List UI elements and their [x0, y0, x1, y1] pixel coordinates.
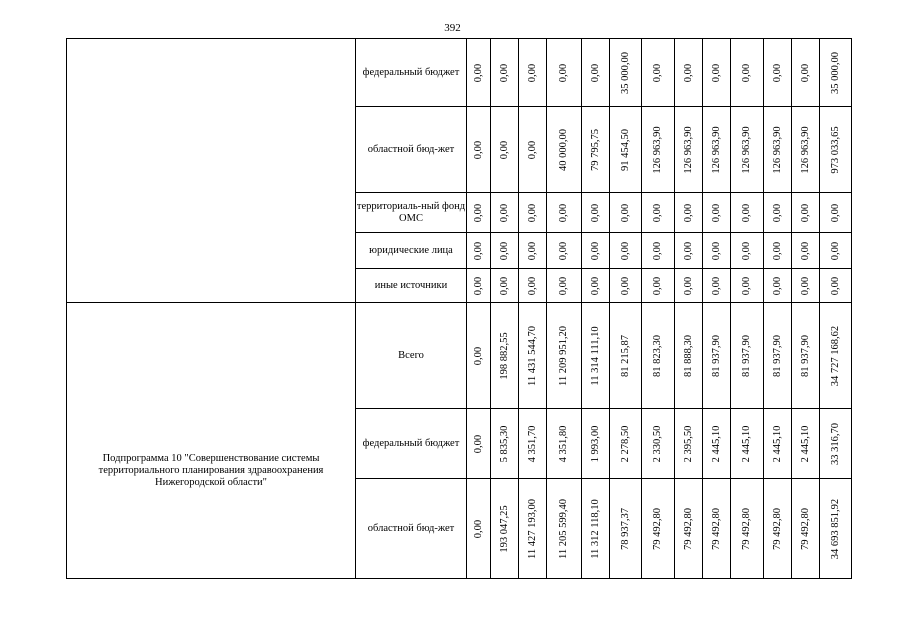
value-cell	[675, 233, 703, 269]
value-cell	[582, 269, 610, 303]
value-cell	[491, 233, 519, 269]
value-text: 34 727 168,62	[829, 325, 841, 386]
value-text: 0,00	[799, 203, 811, 222]
value-text: 0,00	[589, 63, 601, 82]
value-cell	[731, 479, 764, 579]
value-cell	[610, 409, 642, 479]
funding-source-cell: федеральный бюджет	[356, 39, 467, 107]
value-text: 0,00	[799, 63, 811, 82]
value-text: 81 937,90	[710, 334, 722, 377]
value-text: 2 445,10	[710, 425, 722, 462]
value-cell	[582, 233, 610, 269]
value-text: 0,00	[526, 203, 538, 222]
value-cell	[467, 107, 491, 193]
value-cell	[703, 303, 731, 409]
value-cell	[642, 303, 675, 409]
funding-source-cell: Всего	[356, 303, 467, 409]
value-text: 11 205 599,40	[558, 498, 569, 559]
value-text: 5 835,30	[498, 425, 510, 462]
funding-source-cell: иные источники	[356, 269, 467, 303]
value-text: 0,00	[589, 203, 601, 222]
value-text: 81 823,30	[652, 334, 663, 377]
value-text: 0,00	[682, 276, 694, 295]
value-cell	[547, 269, 582, 303]
table-row	[67, 39, 852, 107]
value-cell	[731, 409, 764, 479]
value-text: 0,00	[741, 203, 752, 222]
value-cell	[491, 303, 519, 409]
value-text: 79 492,80	[741, 507, 752, 550]
value-text: 0,00	[771, 276, 783, 295]
value-cell	[642, 193, 675, 233]
value-text: 79 492,80	[799, 507, 811, 550]
value-text: 0,00	[558, 241, 569, 260]
value-text: 126 963,90	[682, 125, 694, 174]
value-text: 0,00	[472, 276, 484, 295]
value-cell	[764, 233, 792, 269]
value-text: 0,00	[498, 276, 510, 295]
program-name-cell: Подпрограмма 10 "Совершенствование системы территориального планирования здравоохранения Нижегородской области"	[67, 303, 356, 579]
page-number: 392	[444, 22, 461, 34]
value-cell	[675, 269, 703, 303]
value-text: 0,00	[710, 276, 722, 295]
value-text: 81 937,90	[741, 334, 752, 377]
value-text: 973 033,65	[829, 125, 841, 174]
value-text: 0,00	[652, 241, 663, 260]
funding-source-cell: юридические лица	[356, 233, 467, 269]
value-cell	[703, 269, 731, 303]
value-cell	[703, 107, 731, 193]
value-text: 0,00	[526, 63, 538, 82]
value-cell	[519, 303, 547, 409]
value-text: 79 492,80	[682, 507, 694, 550]
value-cell	[703, 233, 731, 269]
value-text: 0,00	[741, 276, 752, 295]
value-cell	[764, 479, 792, 579]
value-cell	[820, 303, 852, 409]
value-cell	[731, 39, 764, 107]
value-text: 11 431 544,70	[526, 325, 538, 386]
value-text: 81 215,87	[619, 334, 631, 377]
value-text: 4 351,80	[558, 425, 569, 462]
value-text: 0,00	[682, 241, 694, 260]
value-cell	[703, 39, 731, 107]
value-cell	[582, 107, 610, 193]
value-cell	[792, 233, 820, 269]
value-cell	[467, 269, 491, 303]
value-cell	[610, 39, 642, 107]
value-text: 193 047,25	[498, 504, 510, 553]
value-cell	[610, 233, 642, 269]
value-text: 11 209 951,20	[558, 325, 569, 386]
value-text: 0,00	[652, 63, 663, 82]
value-text: 0,00	[829, 276, 841, 295]
value-cell	[467, 193, 491, 233]
value-text: 0,00	[682, 63, 694, 82]
value-cell	[820, 39, 852, 107]
value-cell	[519, 193, 547, 233]
funding-source-cell: областной бюд-жет	[356, 479, 467, 579]
value-cell	[547, 107, 582, 193]
value-text: 11 427 193,00	[526, 498, 538, 559]
value-cell	[491, 193, 519, 233]
value-cell	[703, 409, 731, 479]
value-cell	[582, 479, 610, 579]
value-cell	[519, 269, 547, 303]
funding-source-cell: территориаль-ный фонд ОМС	[356, 193, 467, 233]
value-cell	[675, 39, 703, 107]
value-text: 0,00	[799, 276, 811, 295]
value-text: 0,00	[498, 203, 510, 222]
value-cell	[675, 107, 703, 193]
value-text: 35 000,00	[829, 51, 841, 94]
value-text: 78 937,37	[619, 507, 631, 550]
value-text: 4 351,70	[526, 425, 538, 462]
value-text: 0,00	[771, 241, 783, 260]
funding-source-cell: областной бюд-жет	[356, 107, 467, 193]
value-cell	[610, 269, 642, 303]
value-text: 0,00	[498, 140, 510, 159]
value-text: 0,00	[829, 203, 841, 222]
value-cell	[491, 107, 519, 193]
value-text: 0,00	[741, 241, 752, 260]
value-cell	[519, 479, 547, 579]
value-text: 2 278,50	[619, 425, 631, 462]
value-cell	[820, 233, 852, 269]
value-text: 0,00	[589, 276, 601, 295]
value-text: 0,00	[771, 203, 783, 222]
value-cell	[675, 409, 703, 479]
value-cell	[764, 303, 792, 409]
value-text: 0,00	[472, 203, 484, 222]
value-text: 2 445,10	[771, 425, 783, 462]
value-cell	[491, 479, 519, 579]
value-cell	[731, 107, 764, 193]
value-cell	[764, 269, 792, 303]
value-cell	[792, 409, 820, 479]
value-text: 0,00	[710, 241, 722, 260]
value-text: 79 795,75	[589, 128, 601, 171]
value-cell	[731, 193, 764, 233]
value-cell	[519, 409, 547, 479]
value-cell	[582, 409, 610, 479]
value-text: 34 693 851,92	[829, 498, 841, 559]
value-text: 11 312 118,10	[589, 498, 601, 559]
value-cell	[642, 107, 675, 193]
value-cell	[547, 233, 582, 269]
value-cell	[491, 409, 519, 479]
value-cell	[792, 303, 820, 409]
value-cell	[820, 269, 852, 303]
value-text: 0,00	[472, 434, 484, 453]
value-text: 0,00	[558, 63, 569, 82]
value-text: 0,00	[498, 63, 510, 82]
value-text: 126 963,90	[771, 125, 783, 174]
value-text: 91 454,50	[619, 128, 631, 171]
value-cell	[491, 269, 519, 303]
value-text: 126 963,90	[652, 125, 663, 174]
value-cell	[642, 409, 675, 479]
value-text: 0,00	[472, 140, 484, 159]
value-cell	[792, 107, 820, 193]
value-cell	[792, 193, 820, 233]
value-text: 0,00	[741, 63, 752, 82]
value-text: 0,00	[799, 241, 811, 260]
value-text: 79 492,80	[652, 507, 663, 550]
value-cell	[675, 479, 703, 579]
value-text: 2 395,50	[682, 425, 694, 462]
value-cell	[467, 409, 491, 479]
value-text: 0,00	[589, 241, 601, 260]
value-cell	[642, 269, 675, 303]
budget-table	[66, 38, 852, 579]
value-text: 0,00	[526, 241, 538, 260]
value-cell	[610, 107, 642, 193]
value-text: 0,00	[558, 276, 569, 295]
funding-source-cell: федеральный бюджет	[356, 409, 467, 479]
value-text: 0,00	[710, 63, 722, 82]
value-text: 81 937,90	[771, 334, 783, 377]
value-text: 126 963,90	[799, 125, 811, 174]
value-cell	[764, 107, 792, 193]
value-cell	[547, 39, 582, 107]
value-cell	[820, 193, 852, 233]
value-cell	[731, 269, 764, 303]
value-text: 0,00	[472, 241, 484, 260]
program-name-cell	[67, 39, 356, 303]
value-cell	[467, 479, 491, 579]
value-cell	[582, 39, 610, 107]
value-text: 1 993,00	[589, 425, 601, 462]
value-cell	[547, 193, 582, 233]
value-text: 0,00	[472, 63, 484, 82]
value-text: 2 445,10	[799, 425, 811, 462]
value-cell	[467, 39, 491, 107]
value-cell	[467, 303, 491, 409]
value-cell	[792, 479, 820, 579]
value-text: 35 000,00	[619, 51, 631, 94]
value-cell	[610, 193, 642, 233]
value-text: 81 888,30	[682, 334, 694, 377]
value-text: 0,00	[619, 241, 631, 260]
value-cell	[675, 193, 703, 233]
value-text: 0,00	[652, 276, 663, 295]
value-text: 0,00	[829, 241, 841, 260]
value-text: 0,00	[771, 63, 783, 82]
value-text: 79 492,80	[710, 507, 722, 550]
value-cell	[703, 479, 731, 579]
value-cell	[792, 269, 820, 303]
value-cell	[547, 479, 582, 579]
value-cell	[764, 409, 792, 479]
value-cell	[764, 39, 792, 107]
value-text: 81 937,90	[799, 334, 811, 377]
value-cell	[764, 193, 792, 233]
value-text: 0,00	[472, 519, 484, 538]
value-cell	[642, 39, 675, 107]
value-cell	[731, 303, 764, 409]
value-text: 0,00	[619, 276, 631, 295]
value-text: 2 445,10	[741, 425, 752, 462]
value-cell	[547, 409, 582, 479]
value-text: 0,00	[619, 203, 631, 222]
value-cell	[491, 39, 519, 107]
value-cell	[547, 303, 582, 409]
value-text: 126 963,90	[710, 125, 722, 174]
value-cell	[519, 39, 547, 107]
value-cell	[610, 479, 642, 579]
value-cell	[675, 303, 703, 409]
value-cell	[582, 193, 610, 233]
value-text: 0,00	[498, 241, 510, 260]
value-text: 126 963,90	[741, 125, 752, 174]
value-text: 0,00	[526, 276, 538, 295]
table-row	[67, 303, 852, 409]
value-cell	[582, 303, 610, 409]
value-cell	[820, 107, 852, 193]
value-text: 11 314 111,10	[589, 325, 601, 386]
value-cell	[703, 193, 731, 233]
value-text: 0,00	[682, 203, 694, 222]
value-text: 0,00	[526, 140, 538, 159]
value-text: 0,00	[472, 346, 484, 365]
value-text: 40 000,00	[558, 128, 569, 171]
value-text: 198 882,55	[498, 331, 510, 380]
value-cell	[820, 409, 852, 479]
value-cell	[792, 39, 820, 107]
value-cell	[610, 303, 642, 409]
value-text: 2 330,50	[652, 425, 663, 462]
value-cell	[467, 233, 491, 269]
value-text: 33 316,70	[829, 422, 841, 465]
value-cell	[519, 233, 547, 269]
value-text: 0,00	[558, 203, 569, 222]
value-text: 0,00	[652, 203, 663, 222]
value-cell	[820, 479, 852, 579]
value-cell	[731, 233, 764, 269]
value-cell	[642, 233, 675, 269]
value-text: 0,00	[710, 203, 722, 222]
value-cell	[519, 107, 547, 193]
value-cell	[642, 479, 675, 579]
value-text: 79 492,80	[771, 507, 783, 550]
